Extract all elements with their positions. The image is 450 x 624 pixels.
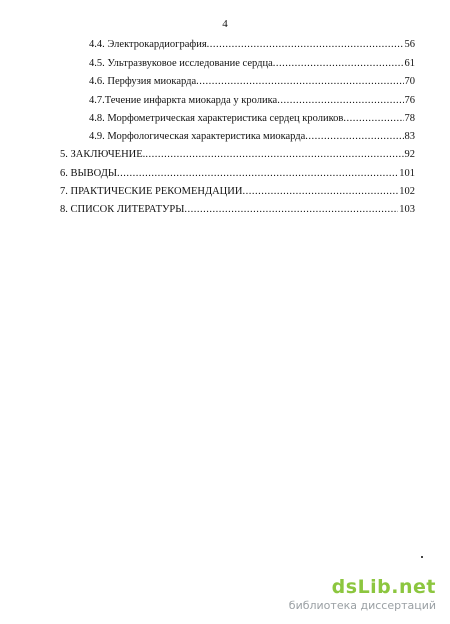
toc-row bbox=[89, 74, 415, 90]
toc-page: 70 bbox=[404, 74, 416, 90]
toc-page: 92 bbox=[404, 147, 416, 163]
toc-label: 4.8. Морфометрическая характеристика сердец кроликов bbox=[89, 113, 344, 124]
toc-row bbox=[89, 37, 415, 53]
toc-row bbox=[89, 93, 415, 109]
toc-label: 7. ПРАКТИЧЕСКИЕ РЕКОМЕНДАЦИИ bbox=[60, 186, 243, 197]
toc-label: 4.4. Электрокардиография bbox=[89, 39, 207, 50]
toc-row bbox=[89, 129, 415, 145]
toc-page: 78 bbox=[404, 111, 416, 127]
toc-label: 4.7.Течение инфаркта миокарда у кролика bbox=[89, 95, 278, 106]
toc-row bbox=[89, 111, 415, 127]
toc-row bbox=[60, 202, 415, 218]
toc-row bbox=[60, 147, 415, 163]
watermark bbox=[289, 576, 436, 612]
toc-page: 103 bbox=[398, 202, 415, 218]
toc-row bbox=[60, 184, 415, 200]
toc-label: 4.5. Ультразвуковое исследование сердца bbox=[89, 58, 273, 69]
toc-page: 56 bbox=[404, 37, 416, 53]
toc-row bbox=[89, 56, 415, 72]
toc-page: 101 bbox=[398, 166, 415, 182]
toc-label: 5. ЗАКЛЮЧЕНИЕ. bbox=[60, 149, 146, 160]
watermark-logo: dsLib.net bbox=[331, 576, 436, 598]
scan-speck bbox=[421, 556, 423, 558]
toc-page: 61 bbox=[404, 56, 416, 72]
toc-page: 76 bbox=[404, 93, 416, 109]
watermark-subtitle: библиотека диссертаций bbox=[288, 599, 436, 612]
toc-row bbox=[60, 166, 415, 182]
toc-page: 102 bbox=[398, 184, 415, 200]
toc-label: 4.9. Морфологическая характеристика миокарда bbox=[89, 131, 306, 142]
toc-label: 8. СПИСОК ЛИТЕРАТУРЫ bbox=[60, 204, 185, 215]
toc-page: 83 bbox=[404, 129, 416, 145]
toc-label: 6. ВЫВОДЫ bbox=[60, 168, 118, 179]
toc-label: 4.6. Перфузия миокарда bbox=[89, 76, 197, 87]
page-number: 4 bbox=[222, 18, 228, 30]
